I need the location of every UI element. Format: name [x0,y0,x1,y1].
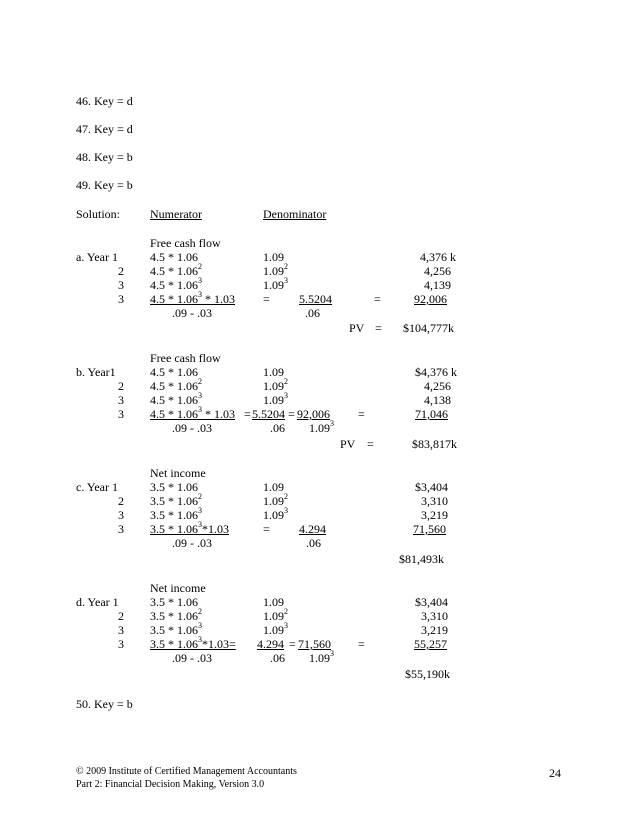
part-d-header: Net income [150,581,206,595]
denominator: 1.09$^3$ [263,391,288,407]
part-b-header: Free cash flow [150,351,221,365]
denominator-rate: .06 [270,651,285,665]
equals-sign: = [263,522,270,536]
part-a-header: Free cash flow [150,236,221,250]
footer-part: Part 2: Financial Decision Making, Version 3.0 [76,779,265,790]
numerator: 4.5 * 1.06 [150,250,198,264]
pv-label: PV [349,321,365,335]
year: 2 [118,494,124,508]
denominator-rate: .06 [305,306,320,320]
total-value: $81,493k [399,552,444,566]
numerator-formula: $3.5 * 1.06^3*1.03=$ [150,635,236,651]
answer-key-46: 46. Key = d [76,94,133,108]
answer-key-47: 47. Key = d [76,122,133,136]
answer-key-48: 48. Key = b [76,150,133,164]
numerator-formula: 4.5 * 1.06$^3$ * 1.03 [150,405,235,421]
answer-key-50: 50. Key = b [76,697,133,711]
intermediate-value: 5.5204 [252,407,285,421]
year: 3 [118,522,124,536]
denominator-discount: 1.09$^3$ [309,419,334,435]
denominator: 1.09 [263,595,284,609]
denominator: 1.09$^3$ [263,276,288,292]
year: 3 [118,393,124,407]
equals-sign: = [367,437,374,451]
numerator-formula: 4.5 * 1.06$^3$ * 1.03 [150,290,235,306]
value: 3,310 [421,609,448,623]
pv-label: PV [340,437,356,451]
numerator: 4.5 * 1.06$^2$ [150,377,202,393]
denominator-rate: .06 [270,421,285,435]
value: $4,376 k [415,365,457,379]
year: 3 [118,292,124,306]
numerator-formula: 3.5 * 1.06$^3$*1.03 [150,520,229,536]
value: 4,139 [424,278,451,292]
value: 3,219 [421,623,448,637]
equals-sign: = [375,321,382,335]
value: 4,138 [424,393,451,407]
numerator: 4.5 * 1.06$^3$ [150,391,202,407]
denominator-rate: .09 - .03 [172,651,212,665]
pv-value: $83,817k [412,437,457,451]
year: 3 [118,407,124,421]
denominator-heading: Denominator [263,207,327,221]
denominator-rate: .06 [306,536,321,550]
pv-value: $104,777k [403,321,454,335]
denominator-rate: .09 - .03 [172,306,212,320]
denominator: 1.09 [263,365,284,379]
denominator: 1.09$^2$ [263,607,288,623]
part-c-header: Net income [150,466,206,480]
numerator: 3.5 * 1.06$^2$ [150,607,202,623]
denominator-discount: 1.09$^3$ [309,649,334,665]
numerator: 4.5 * 1.06 [150,365,198,379]
denominator: 1.09$^3$ [263,506,288,522]
year: 2 [118,264,124,278]
intermediate-value: 71,560 [298,637,331,651]
numerator: 3.5 * 1.06$^2$ [150,492,202,508]
page-number: 24 [549,766,561,780]
answer-key-49: 49. Key = b [76,178,133,192]
year: 3 [118,637,124,651]
numerator: 3.5 * 1.06 [150,480,198,494]
denominator: 1.09$^2$ [263,262,288,278]
value: 92,006 [414,292,447,306]
numerator: 3.5 * 1.06$^3$ [150,621,202,637]
value: 55,257 [414,637,447,651]
denominator: 1.09$^2$ [263,377,288,393]
numerator-heading: Numerator [150,207,202,221]
total-value: $55,190k [405,667,450,681]
year: 3 [118,278,124,292]
year: 2 [118,379,124,393]
equals-sign: = [358,637,365,651]
denominator-rate: .09 - .03 [172,421,212,435]
part-a-label: a. Year 1 [76,250,118,264]
equals-sign: = [263,292,270,306]
numerator: 4.5 * 1.06$^2$ [150,262,202,278]
year: 2 [118,609,124,623]
intermediate-value: 5.5204 [299,292,332,306]
intermediate-value: 4.294 [299,522,326,536]
denominator-rate: .09 - .03 [172,536,212,550]
equals-sign: = [374,292,381,306]
value: 4,376 k [420,250,456,264]
denominator: 1.09 [263,480,284,494]
numerator: 4.5 * 1.06$^3$ [150,276,202,292]
denominator: 1.09$^3$ [263,621,288,637]
value: 71,560 [413,522,446,536]
equals-sign: = [241,407,254,421]
solution-label: Solution: [76,207,121,221]
denominator: 1.09 [263,250,284,264]
value: 4,256 [424,264,451,278]
denominator: 1.09$^2$ [263,492,288,508]
footer-copyright: © 2009 Institute of Certified Management Accountants [76,766,297,777]
part-b-label: b. Year1 [76,365,116,379]
equals-sign: = [358,407,365,421]
part-d-label: d. Year 1 [76,595,119,609]
year: 3 [118,623,124,637]
value: 3,310 [421,494,448,508]
value: 71,046 [415,407,448,421]
numerator: 3.5 * 1.06$^3$ [150,506,202,522]
equals-sign: = [286,637,299,651]
intermediate-value: 4.294 [257,637,284,651]
value: 4,256 [424,379,451,393]
year: 3 [118,508,124,522]
value: 3,219 [421,508,448,522]
value: $3,404 [415,480,448,494]
numerator: 3.5 * 1.06 [150,595,198,609]
value: $3,404 [415,595,448,609]
part-c-label: c. Year 1 [76,480,118,494]
intermediate-value: 92,006 [297,407,330,421]
equals-sign: = [285,407,298,421]
